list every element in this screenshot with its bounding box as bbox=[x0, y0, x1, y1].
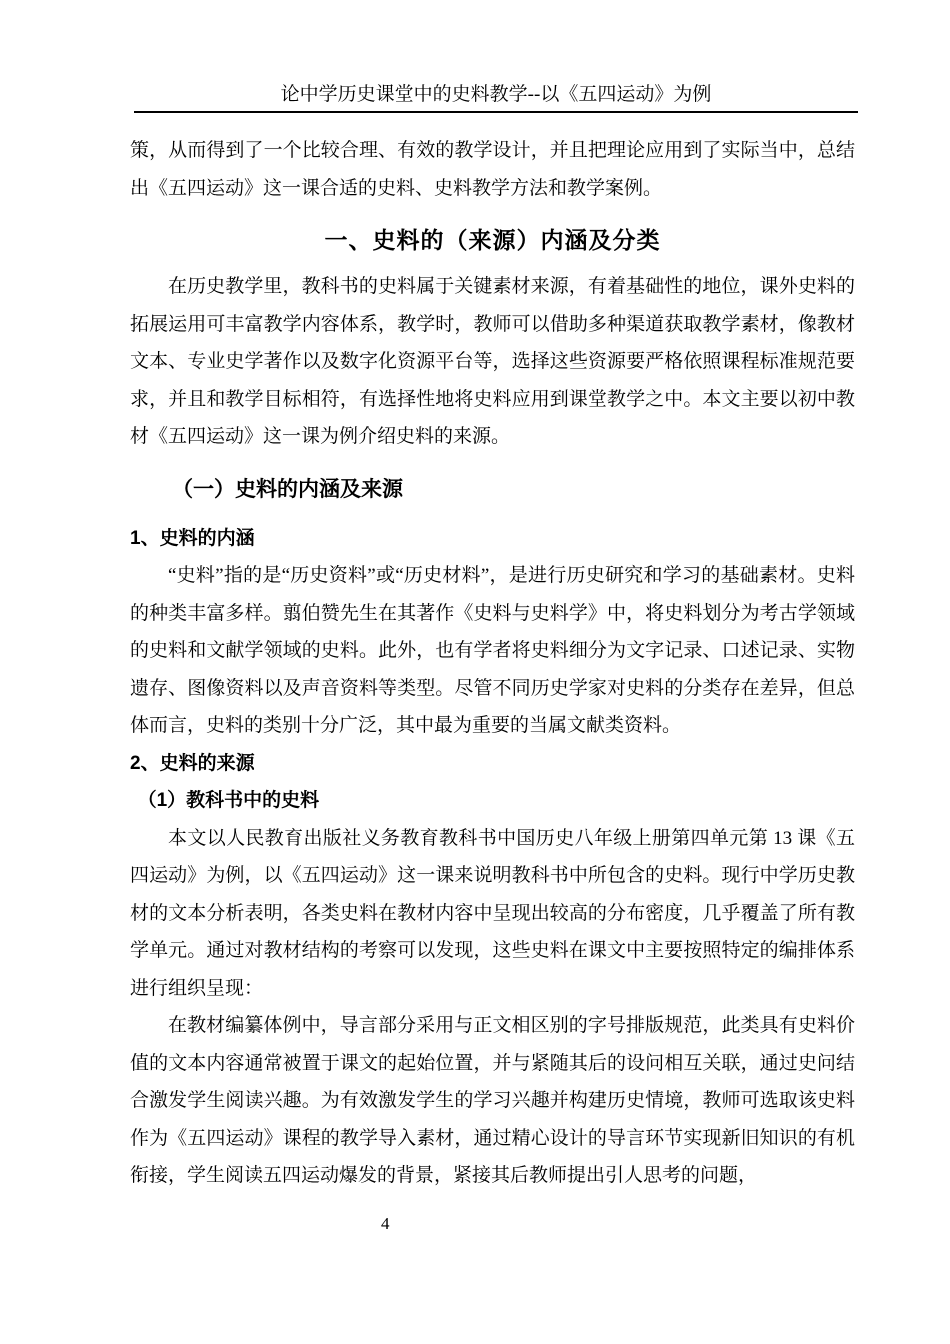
document-body bbox=[130, 132, 855, 1195]
section-intro-paragraph: 在历史教学里，教科书的史料属于关键素材来源，有着基础性的地位，课外史料的拓展运用可丰富教学内容体系，教学时，教师可以借助多种渠道获取教学素材，像教材文本、专业史学著作以及数字化资源平台等，选择这些资源要严格依照课程标准规范要求，并且和教学目标相符，有选择性地将史料应用到课堂教学之中。本文主要以初中教材《五四运动》这一课为例介绍史料的来源。 bbox=[130, 276, 855, 447]
point-1-paragraph: “史料”指的是“历史资料”或“历史材料”，是进行历史研究和学习的基础素材。史料的种类丰富多样。翦伯赞先生在其著作《史料与史料学》中，将史料划分为考古学领域的史料和文献学领域的史料。此外，也有学者将史料细分为文字记录、口述记录、实物遗存、图像资料以及声音资料等类型。尽管不同历史学家对史料的分类存在差异，但总体而言，史料的类别十分广泛，其中最为重要的当属文献类资料。 bbox=[130, 565, 855, 736]
paragraph-continuation: 策，从而得到了一个比较合理、有效的教学设计，并且把理论应用到了实际当中，总结出《五四运动》这一课合适的史料、史料教学方法和教学案例。 bbox=[130, 140, 855, 199]
item-1-paragraph-1: 本文以人民教育出版社义务教育教科书中国历史八年级上册第四单元第 13 课《五四运动》为例，以《五四运动》这一课来说明教科书中所包含的史料。现行中学历史教材的文本分析表明，各类史料在教材内容中呈现出较高的分布密度，几乎覆盖了所有教学单元。通过对教材结构的考察可以发现，这些史料在课文中主要按照特定的编排体系进行组织呈现： bbox=[130, 827, 855, 999]
section-heading: 一、史料的（来源）内涵及分类 bbox=[324, 227, 661, 253]
subsection-heading: （一）史料的内涵及来源 bbox=[172, 477, 403, 501]
point-heading-1: 1、史料的内涵 bbox=[130, 527, 255, 549]
page-header-title: 论中学历史课堂中的史料教学--以《五四运动》为例 bbox=[280, 84, 712, 105]
item-heading-1: （1）教科书中的史料 bbox=[137, 790, 320, 811]
point-heading-2: 2、史料的来源 bbox=[130, 752, 255, 774]
page-header bbox=[134, 82, 858, 113]
item-1-paragraph-2: 在教材编纂体例中，导言部分采用与正文相区别的字号排版规范，此类具有史料价值的文本内容通常被置于课文的起始位置，并与紧随其后的设问相互关联，通过史问结合激发学生阅读兴趣。为有效激发学生的学习兴趣并构建历史情境，教师可选取该史料作为《五四运动》课程的教学导入素材，通过精心设计的导言环节实现新旧知识的有机衔接，学生阅读五四运动爆发的背景，紧接其后教师提出引人思考的问题， bbox=[130, 1015, 855, 1186]
page-number: 4 bbox=[381, 1214, 390, 1233]
